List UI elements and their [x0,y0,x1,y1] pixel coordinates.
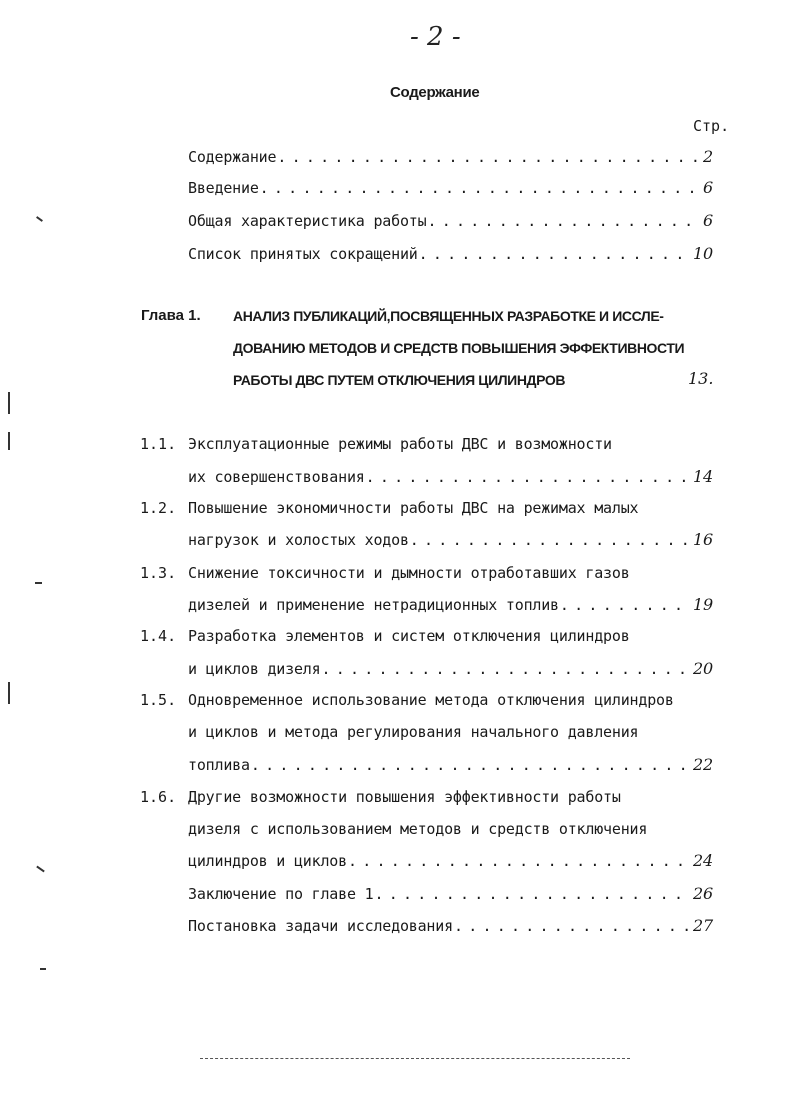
dot-leader [454,917,689,935]
section-number: 1.3. [140,564,177,582]
section-title-line: цилиндров и циклов [188,852,347,870]
dot-leader [321,660,689,678]
toc-entry-label: Общая характеристика работы [188,212,427,230]
toc-entry-label: Список принятых сокращений [188,245,418,263]
toc-entry-page: 27 [693,916,713,935]
chapter-title-line: РАБОТЫ ДВС ПУТЕМ ОТКЛЮЧЕНИЯ ЦИЛИНДРОВ [233,372,566,388]
section-number: 1.5. [140,691,177,709]
toc-entry-page: 26 [693,884,713,903]
scan-mark [8,682,10,704]
section-page: 20 [693,659,713,678]
dot-leader [348,852,689,870]
chapter-label: Глава 1. [141,307,201,324]
toc-entry [188,211,713,230]
scan-mark [36,216,43,222]
section-title-line: и циклов и метода регулирования начального давления [188,723,639,741]
page-title: Содержание [390,84,480,101]
chapter-page: 13. [688,369,714,388]
dot-leader [277,148,699,166]
section-page: 19 [693,595,713,614]
dot-leader [419,245,689,263]
section-title-line: топлива [188,756,250,774]
section-title-line: нагрузок и холостых ходов [188,531,409,549]
toc-entry-page: 6 [703,178,713,197]
dot-leader [427,212,699,230]
toc-entry-label: Введение [188,179,259,197]
dot-leader [366,468,689,486]
toc-entry-page: 10 [693,244,713,263]
toc-entry [188,659,713,678]
section-title-line: Разработка элементов и систем отключения цилиндров [188,627,630,645]
toc-entry [188,851,713,870]
dot-leader [410,531,689,549]
footer-rule [200,1058,630,1059]
chapter-title-line: ДОВАНИЮ МЕТОДОВ И СРЕДСТВ ПОВЫШЕНИЯ ЭФФЕКТИВНОСТИ [233,340,685,356]
toc-entry [188,530,713,549]
section-number: 1.2. [140,499,177,517]
section-title-line: Снижение токсичности и дымности отработавших газов [188,564,630,582]
section-title-line: дизеля с использованием методов и средств отключения [188,820,648,838]
toc-entry-label: Постановка задачи исследования [188,917,453,935]
toc-entry [188,147,713,166]
scan-mark [8,432,10,450]
section-number: 1.4. [140,627,177,645]
toc-entry-page: 2 [703,147,713,166]
page-number: - 2 - [410,22,461,52]
toc-entry [188,755,713,774]
toc-entry-page: 6 [703,211,713,230]
section-title-line: Одновременное использование метода отключения цилиндров [188,691,674,709]
section-title-line: и циклов дизеля [188,660,321,678]
toc-entry [188,916,713,935]
toc-entry [188,595,713,614]
section-page: 16 [693,530,713,549]
scan-mark [8,392,10,414]
section-number: 1.6. [140,788,177,806]
dot-leader [251,756,689,774]
dot-leader [374,885,689,903]
toc-entry [188,178,713,197]
section-title-line: их совершенствования [188,468,365,486]
toc-entry [188,884,713,903]
scan-mark [35,582,42,584]
section-title-line: Другие возможности повышения эффективности работы [188,788,621,806]
section-number: 1.1. [140,435,177,453]
scan-mark [36,866,45,873]
toc-entry [188,244,713,263]
section-page: 14 [693,467,713,486]
section-title-line: Повышение экономичности работы ДВС на режимах малых [188,499,639,517]
section-page: 24 [693,851,713,870]
toc-entry-label: Содержание [188,148,277,166]
dot-leader [260,179,699,197]
toc-entry [188,467,713,486]
toc-entry-label: Заключение по главе 1 [188,885,374,903]
dot-leader [560,596,689,614]
section-title-line: Эксплуатационные режимы работы ДВС и возможности [188,435,612,453]
page-column-header: Стр. [693,117,730,135]
section-page: 22 [693,755,713,774]
chapter-title-line: АНАЛИЗ ПУБЛИКАЦИЙ,ПОСВЯЩЕННЫХ РАЗРАБОТКЕ И ИССЛЕ- [233,308,664,324]
section-title-line: дизелей и применение нетрадиционных топлив [188,596,559,614]
scan-mark [40,968,46,970]
